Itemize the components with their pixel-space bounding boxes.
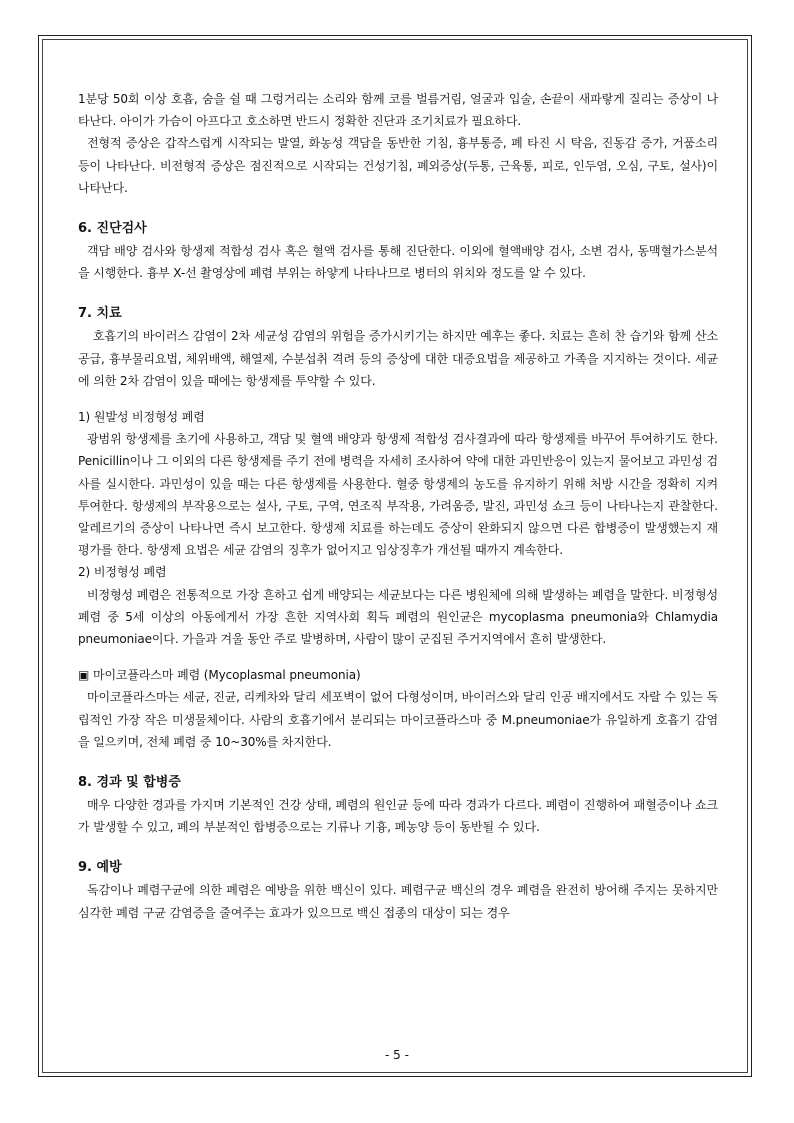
page-number: - 5 - [385, 1048, 409, 1062]
section-heading-diagnosis: 6. 진단검사 [78, 221, 147, 237]
prevention-paragraph: 독감이나 폐렴구균에 의한 폐렴은 예방을 위한 백신이 있다. 폐렴구균 백신의 경우 폐렴을 완전히 방어해 주지는 못하지만 심각한 폐렴 구균 감염증을 줄여주는 효과가 있으므로 백신 접종의 대상이 되는 경우 [78, 883, 718, 920]
subsection-text-atypical: 비정형성 폐렴은 전통적으로 가장 흔하고 쉽게 배양되는 세균보다는 다른 병원체에 의해 발생하는 폐렴을 말한다. 비정형성 폐렴 중 5세 이상의 아동에게서 가장 흔한 지역사회 획득 폐렴의 원인균은 mycoplasma pneumonia와 Chlamydia pneumoniae이다. 가을과 겨울 동안 주로 발병하며, 사람이 많이 군집된 주거지역에서 흔히 발생한다. [78, 587, 718, 647]
intro-paragraph-2: 전형적 증상은 갑작스럽게 시작되는 발열, 화농성 객담을 동반한 기침, 흉부통증, 폐 타진 시 탁음, 진동감 증가, 거품소리 등이 나타난다. 비전형적 증상은 점진적으로 시작되는 건성기침, 폐외증상(두통, 근육통, 피로, 인두염, 오심, 구토, 설사)이 나타난다. [78, 136, 718, 195]
section-heading-prevention: 9. 예방 [78, 860, 122, 876]
section-heading-treatment: 7. 치료 [78, 306, 122, 322]
intro-paragraph-1: 1분당 50회 이상 호흡, 숨을 쉴 때 그렁거리는 소리와 함께 코를 벌름거림, 얼굴과 입술, 손끝이 새파랗게 질리는 증상이 나타난다. 아이가 가슴이 아프다고 호소하면 반드시 정확한 진단과 조기치료가 필요하다. [78, 92, 718, 129]
complications-paragraph: 매우 다양한 경과를 가지며 기본적인 건강 상태, 폐렴의 원인균 등에 따라 경과가 다르다. 폐렴이 진행하여 패혈증이나 쇼크가 발생할 수 있고, 폐의 부분적인 합병증으로는 기류나 기흉, 폐농양 등이 동반될 수 있다. [78, 798, 718, 835]
treatment-paragraph: 호흡기의 바이러스 감염이 2차 세균성 감염의 위험을 증가시키기는 하지만 예후는 좋다. 치료는 흔히 찬 습기와 함께 산소공급, 흉부물리요법, 체위배액, 해열제, 수분섭취 격려 등의 증상에 대한 대증요법을 제공하고 가족을 지지하는 것이다. 세균에 의한 2차 감염이 있을 때에는 항생제를 투약할 수 있다. [78, 329, 718, 388]
subsection-title-atypical: 2) 비정형성 폐렴 [78, 565, 167, 580]
subsection-title-primary-atypical: 1) 원발성 비정형성 폐렴 [78, 410, 205, 425]
diagnosis-paragraph: 객담 배양 검사와 항생제 적합성 검사 혹은 혈액 검사를 통해 진단한다. 이외에 혈액배양 검사, 소변 검사, 동맥혈가스분석을 시행한다. 흉부 X-선 촬영상에 폐렴 부위는 하얗게 나타나므로 병터의 위치와 정도를 알 수 있다. [78, 244, 718, 281]
mycoplasma-box-title: ▣ 마이코플라스마 폐렴 (Mycoplasmal pneumonia) [78, 668, 361, 683]
section-heading-complications: 8. 경과 및 합병증 [78, 775, 181, 791]
subsection-text-primary-atypical: 광범위 항생제를 초기에 사용하고, 객담 및 혈액 배양과 항생제 적합성 검사결과에 따라 항생제를 바꾸어 투여하기도 한다. Penicillin이나 그 이외의 다른 항생제를 주기 전에 병력을 자세히 조사하여 약에 대한 과민반응이 있는지 물어보고 과민성 검사를 실시한다. 과민성이 있을 때는 다른 항생제를 사용한다. 혈중 항생제의 농도를 유지하기 위해 처방 시간을 정확히 지켜 투여한다. 항생제의 부작용으로는 설사, 구토, 구역, 연조직 부작용, 가려움증, 발진, 과민성 쇼크 등이 나타나는지 관찰한다. 알레르기의 증상이 나타나면 즉시 보고한다. 항생제 치료를 하는데도 증상이 완화되지 않으면 다른 합병증이 발생했는지 재평가를 한다. 항생제 요법은 세균 감염의 징후가 없어지고 임상징후가 개선될 때까지 계속한다. [78, 432, 718, 558]
document-body [78, 88, 718, 924]
mycoplasma-box-text: 마이코플라스마는 세균, 진균, 리케차와 달리 세포벽이 없어 다형성이며, 바이러스와 달리 인공 배지에서도 자랄 수 있는 독립적인 가장 작은 미생물체이다. 사람의 호흡기에서 분리되는 마이코플라스마 중 M.pneumoniae가 유일하게 호흡기 감염을 일으키며, 전체 폐렴 중 10~30%를 차지한다. [78, 690, 718, 749]
